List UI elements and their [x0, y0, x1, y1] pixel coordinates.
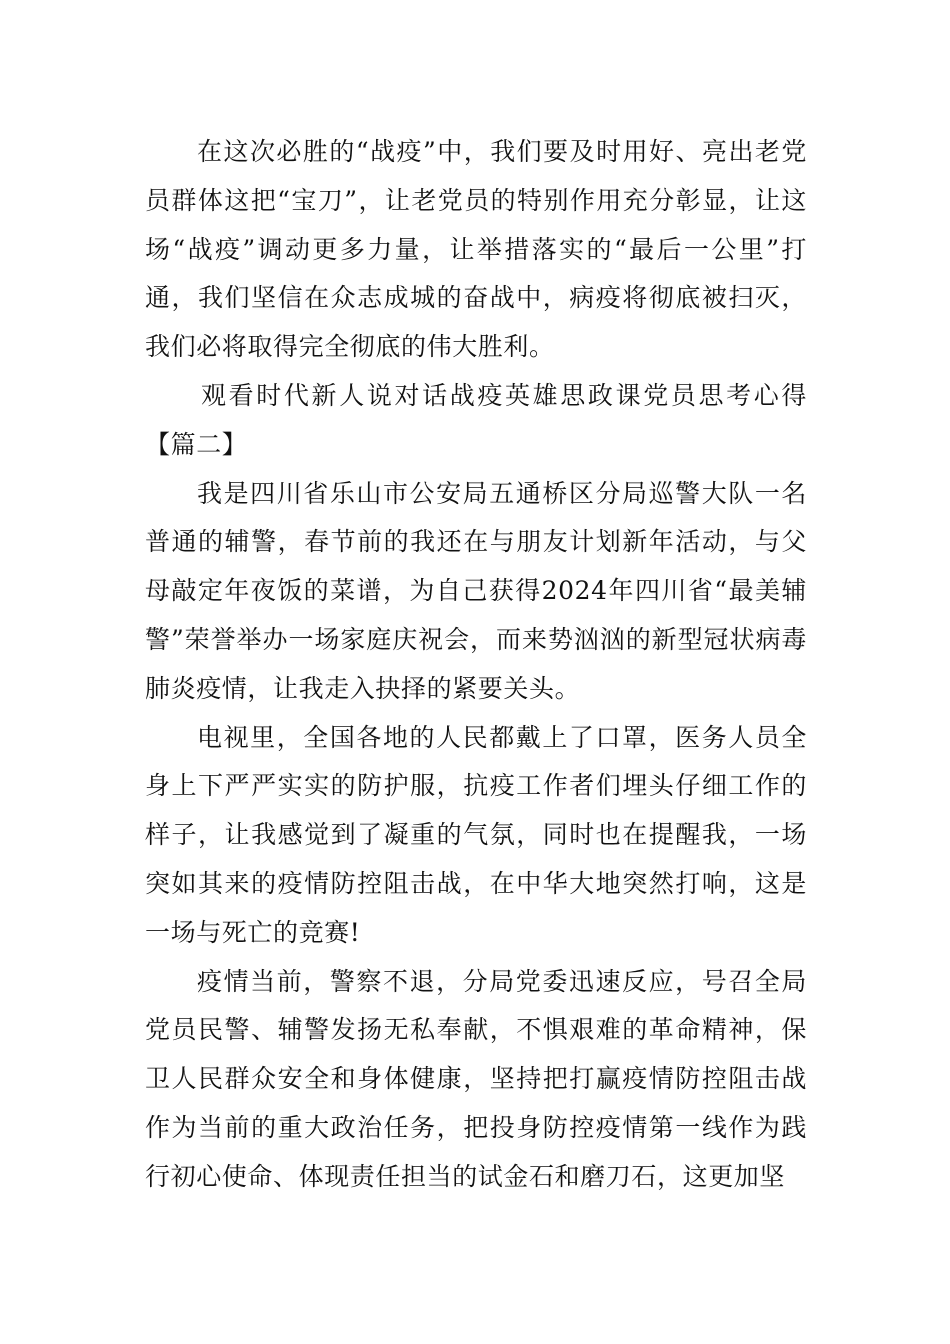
section-heading: 观看时代新人说对话战疫英雄思政课党员思考心得【篇二】: [145, 380, 807, 459]
paragraph: 在这次必胜的“战疫”中，我们要及时用好、亮出老党员群体这把“宝刀”，让老党员的特别作用充分彰显，让这场“战疫”调动更多力量，让举措落实的“最后一公里”打通，我们坚信在众志成城的奋战中，病疫将彻底被扫灭，我们必将取得完全彻底的伟大胜利。: [145, 137, 807, 362]
document-body: [145, 128, 807, 1202]
paragraph: 电视里，全国各地的人民都戴上了口罩，医务人员全身上下严严实实的防护服，抗疫工作者们埋头仔细工作的样子，让我感觉到了凝重的气氛，同时也在提醒我，一场突如其来的疫情防控阻击战，在中华大地突然打响，这是一场与死亡的竞赛!: [145, 722, 807, 947]
paragraph: 我是四川省乐山市公安局五通桥区分局巡警大队一名普通的辅警，春节前的我还在与朋友计划新年活动，与父母敲定年夜饭的菜谱，为自己获得2024年四川省“最美辅警”荣誉举办一场家庭庆祝会，而来势汹汹的新型冠状病毒肺炎疫情，让我走入抉择的紧要关头。: [145, 478, 807, 703]
paragraph: 疫情当前，警察不退，分局党委迅速反应，号召全局党员民警、辅警发扬无私奉献，不惧艰难的革命精神，保卫人民群众安全和身体健康，坚持把打赢疫情防控阻击战作为当前的重大政治任务，把投身防控疫情第一线作为践行初心使命、体现责任担当的试金石和磨刀石，这更加坚: [145, 966, 807, 1191]
